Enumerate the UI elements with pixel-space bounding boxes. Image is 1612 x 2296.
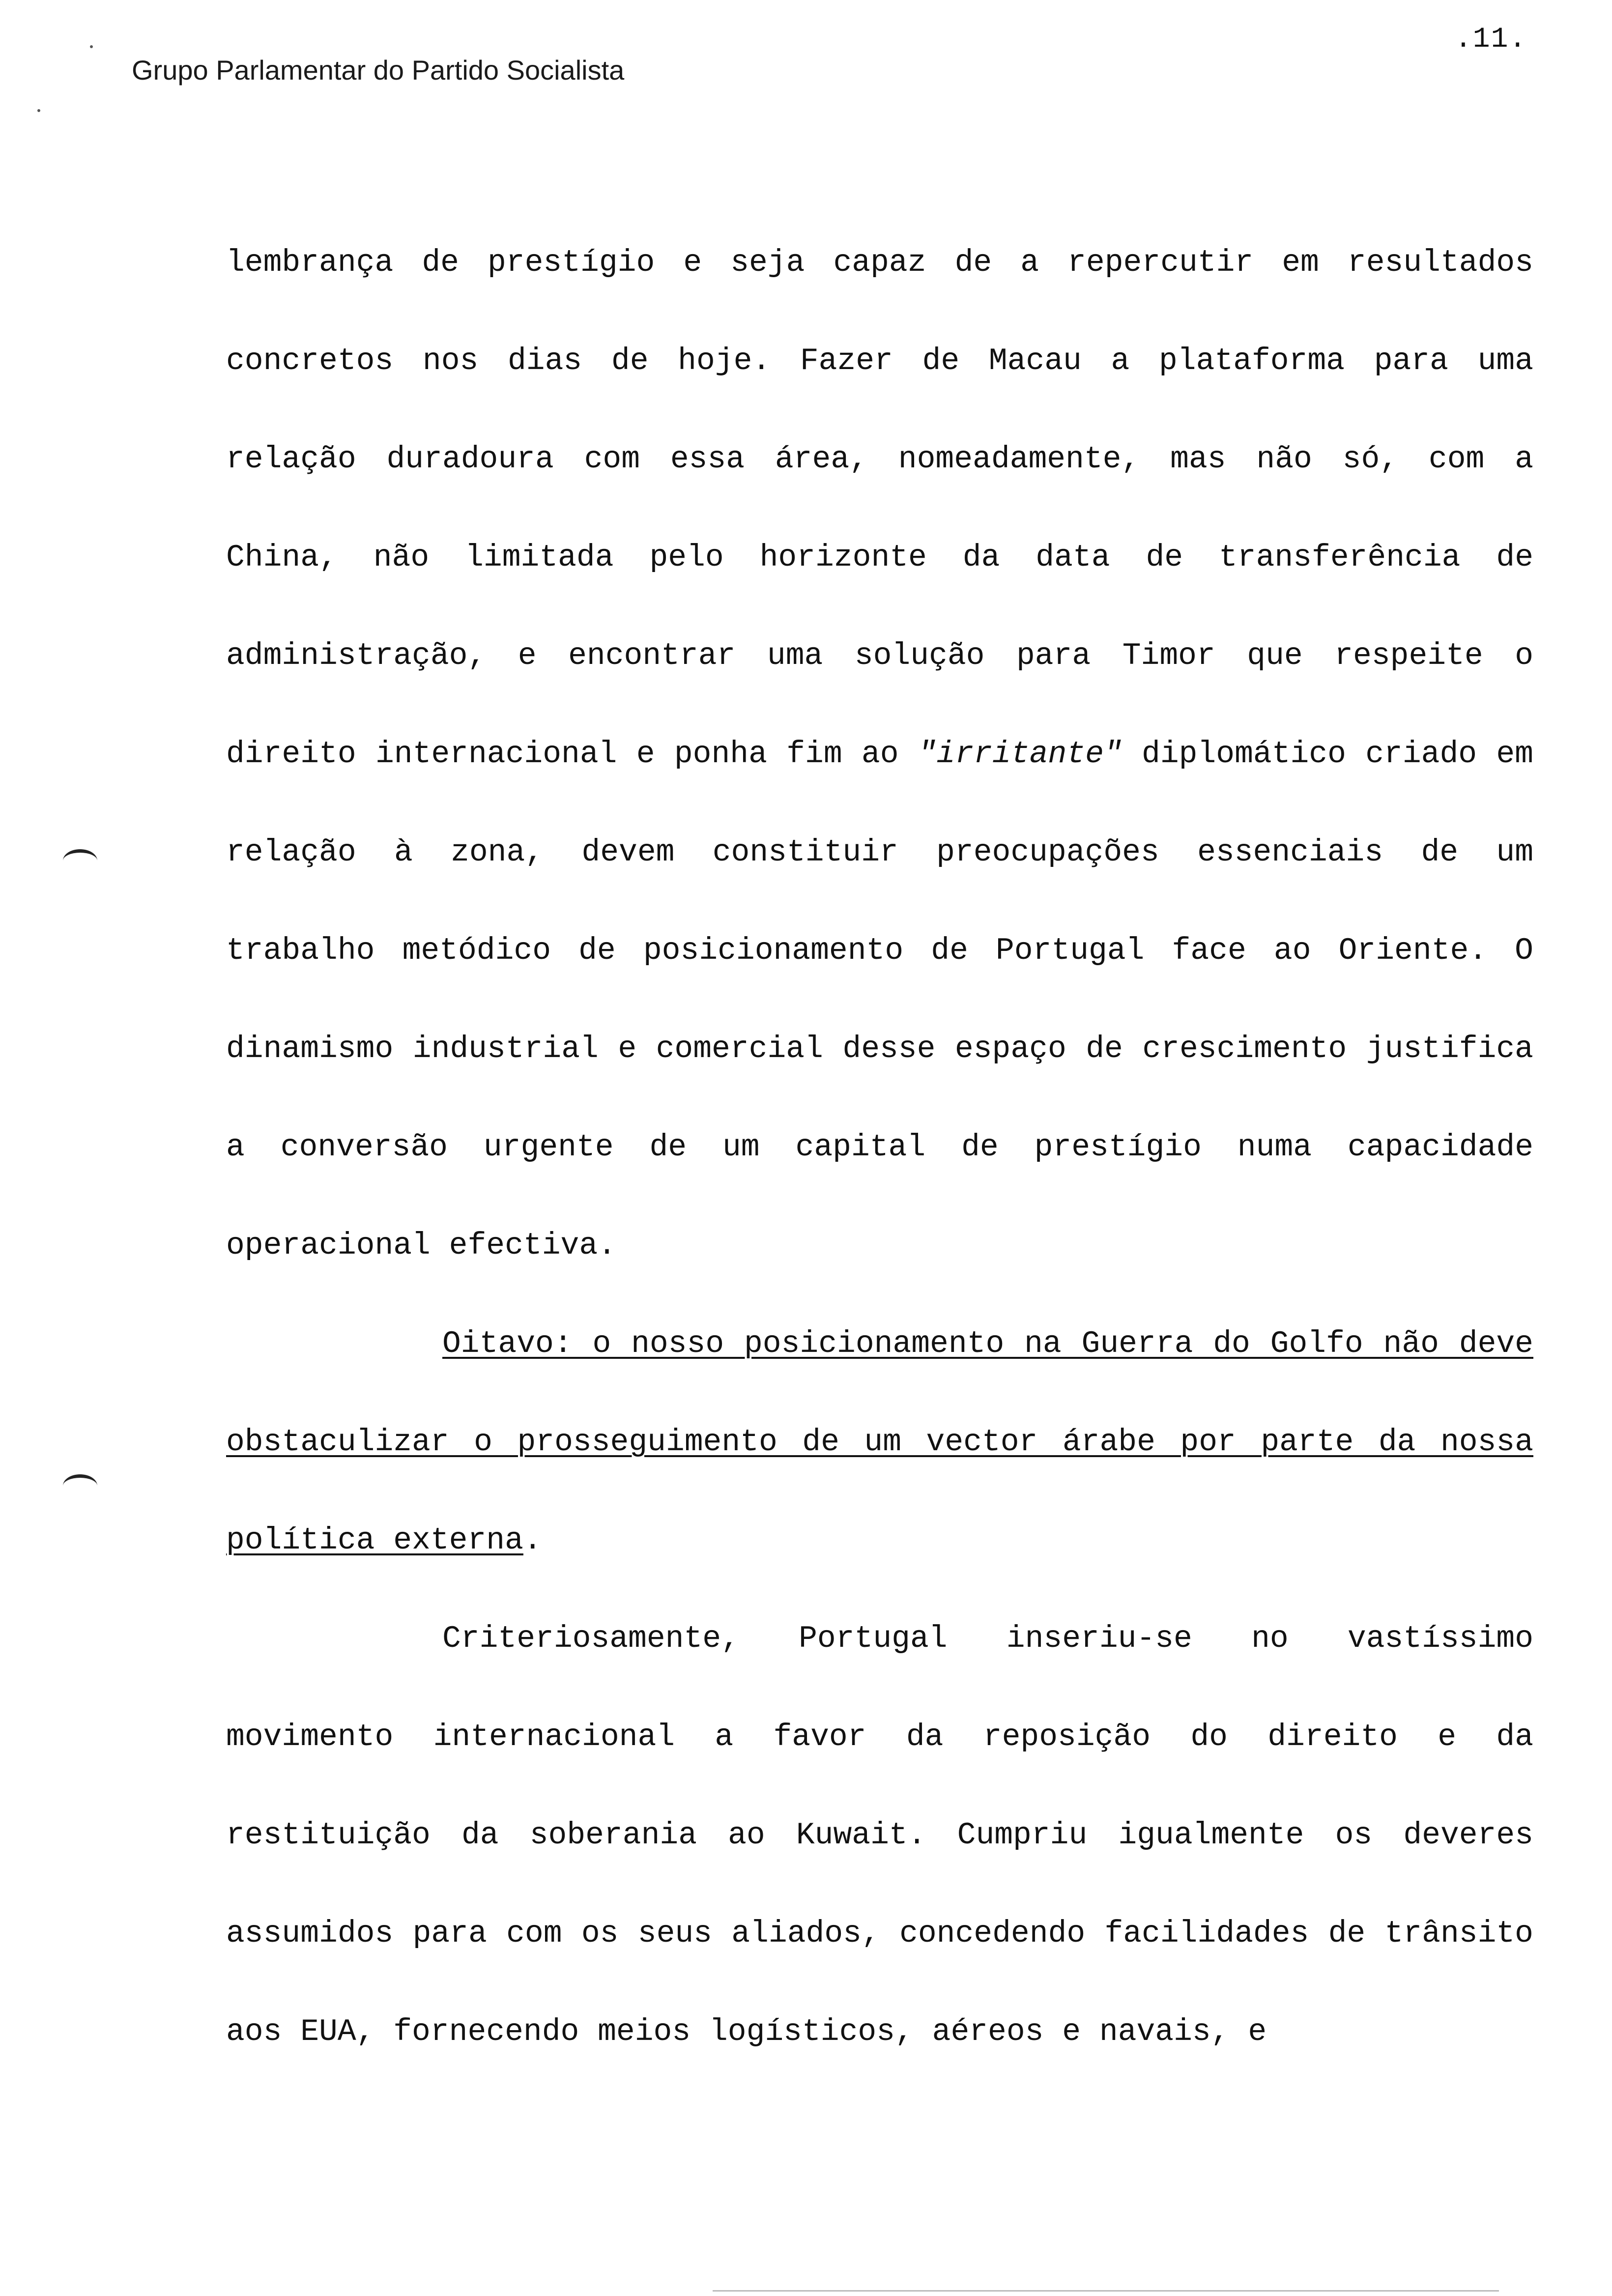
section-heading-tail: . — [523, 1523, 542, 1558]
scan-speck — [37, 109, 40, 112]
document-body — [226, 214, 1533, 2081]
section-heading — [226, 1295, 1533, 1590]
scan-speck — [90, 45, 93, 48]
quoted-term: "irritante" — [918, 737, 1123, 772]
paragraph-text: lembrança de prestígio e seja capaz de a repercutir em resultados concretos nos dias de hoje. Fazer de Macau a plataforma para uma relação duradoura com essa área, nomeadamente, mas não só, com a China, não limitada pelo horizonte da data de transferência de administração, e encontrar uma solução para Timor que respeite o direito internacional e ponha fim ao — [226, 245, 1533, 772]
letterhead: Grupo Parlamentar do Partido Socialista — [132, 55, 625, 86]
page-number: .11. — [1455, 24, 1527, 56]
paragraph-text: diplomático criado em relação à zona, devem constituir preocupações essenciais de um trabalho metódico de posicionamento de Portugal face ao Oriente. O dinamismo industrial e comercial desse espaço de crescimento justifica a conversão urgente de um capital de prestígio numa capacidade operacional efectiva. — [226, 737, 1533, 1263]
punch-hole-mark — [63, 849, 97, 872]
paragraph: Criteriosamente, Portugal inseriu-se no vastíssimo movimento internacional a favor da reposição do direito e da restituição da soberania ao Kuwait. Cumpriu igualmente os deveres assumidos para com os seus aliados, concedendo facilidades de trânsito aos EUA, fornecendo meios logísticos, aéreos e navais, e — [226, 1621, 1533, 2049]
punch-hole-mark — [63, 1474, 97, 1497]
paragraph — [226, 214, 1533, 1295]
section-heading-text: Oitavo: o nosso posicionamento na Guerra do Golfo não deve obstaculizar o prosseguimento de um vector árabe por parte da nossa política externa — [226, 1326, 1533, 1558]
page-edge-line — [713, 2290, 1499, 2292]
